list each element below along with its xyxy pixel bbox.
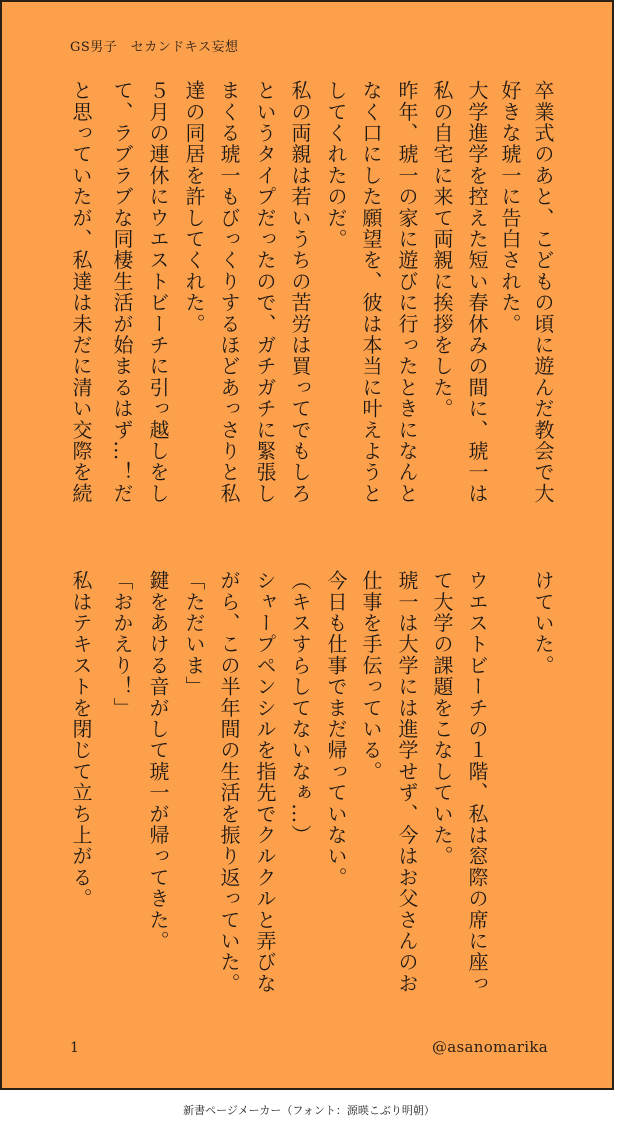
text-column: 今日も仕事でまだ帰っていない。 [324, 570, 348, 888]
text-column: 私の自宅に来て両親に挨拶をした。 [430, 80, 454, 420]
text-column: けていた。 [531, 570, 555, 676]
text-column: というタイプだったので、ガチガチに緊張し [253, 80, 277, 504]
text-column: なく口にした願望を、彼は本当に叶えようと [359, 80, 383, 504]
text-column: と思っていたが、私達は未だに清い交際を続 [69, 80, 93, 504]
text-column: 「ただいま」 [182, 570, 206, 698]
text-column: してくれたのだ。 [324, 80, 348, 250]
author-handle: @asanomarika [431, 1038, 548, 1056]
text-column: 卒業式のあと、こどもの頃に遊んだ教会で大 [531, 80, 555, 504]
text-column: て大学の課題をこなしていた。 [430, 570, 454, 867]
text-column: 仕事を手伝っている。 [359, 570, 383, 782]
text-column: 昨年、琥一の家に遊びに行ったときになんと [395, 80, 419, 504]
text-column: 好きな琥一に告白された。 [498, 80, 522, 335]
page-header-title: GS男子 セカンドキス妄想 [70, 40, 239, 55]
text-column: 私の両親は若いうちの苦労は買ってでもしろ [288, 80, 312, 504]
text-column: まくる琥一もびっくりするほどあっさりと私 [217, 80, 241, 504]
text-column: 鍵をあける音がして琥一が帰ってきた。 [146, 570, 170, 952]
text-column: 達の同居を許してくれた。 [182, 80, 206, 335]
text-column: 琥一は大学には進学せず、今はお父さんのお [395, 570, 419, 994]
text-column: 「おかえり！」 [110, 570, 134, 719]
text-column: 大学進学を控えた短い春休みの間に、琥一は [465, 80, 489, 504]
page-number: 1 [70, 1040, 79, 1056]
text-column: て、ラブラブな同棲生活が始まるはず…！だ [110, 80, 134, 504]
text-column: 私はテキストを閉じて立ち上がる。 [69, 570, 93, 910]
text-column: ウエストビーチの１階、私は窓際の席に座っ [465, 570, 489, 994]
footer-credit: 新書ページメーカー（フォント：源暎こぶり明朝） [183, 1104, 435, 1117]
text-column: （キスすらしてないなぁ…） [288, 570, 312, 846]
text-column: ５月の連休にウエストビーチに引っ越しをし [146, 80, 170, 504]
text-column: がら、この半年間の生活を振り返っていた。 [217, 570, 241, 994]
text-column: シャープペンシルを指先でクルクルと弄びな [253, 570, 277, 994]
